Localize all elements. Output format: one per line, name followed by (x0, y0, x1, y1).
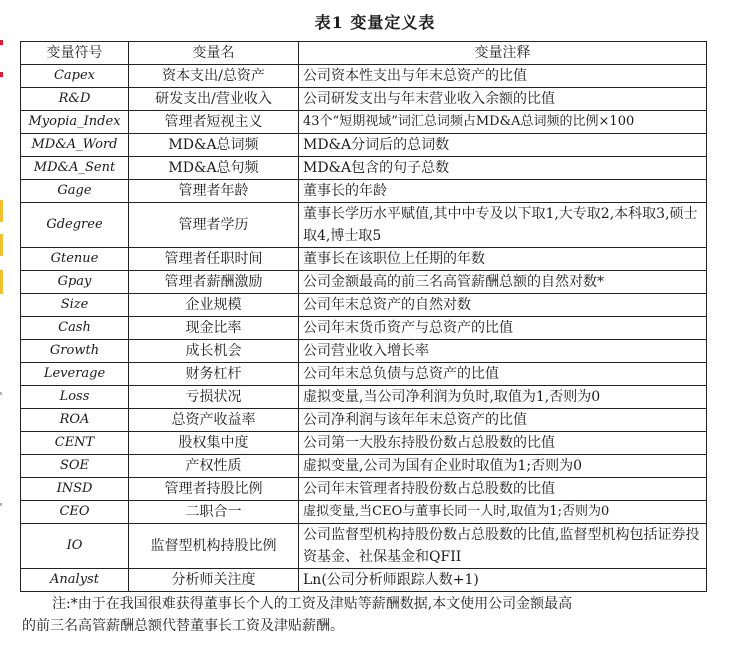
variable-symbol: Size (21, 294, 129, 317)
margin-highlight (0, 200, 3, 222)
table-row (21, 65, 707, 88)
table-row (21, 569, 707, 592)
table-row (21, 409, 707, 432)
table-row (21, 340, 707, 363)
variable-symbol: MD&A_Sent (21, 157, 129, 180)
table-footnote (22, 593, 712, 637)
variable-note: 公司年末管理者持股份数占总股数的比值 (299, 478, 707, 501)
table-row (21, 157, 707, 180)
variable-symbol: Myopia_Index (21, 111, 129, 134)
variable-symbol: INSD (21, 478, 129, 501)
variable-note: 公司第一大股东持股份数占总股数的比值 (299, 432, 707, 455)
variable-symbol: Loss (21, 386, 129, 409)
variable-note: 公司监督型机构持股份数占总股数的比值,监督型机构包括证券投资基金、社保基金和QFII (299, 524, 707, 569)
table-row (21, 134, 707, 157)
variable-symbol: SOE (21, 455, 129, 478)
variable-note: 43个“短期视域”词汇总词频占MD&A总词频的比例×100 (299, 111, 707, 134)
margin-mark (0, 392, 2, 395)
table-row (21, 248, 707, 271)
variable-symbol: Leverage (21, 363, 129, 386)
table-row (21, 203, 707, 248)
table-row (21, 478, 707, 501)
variable-name: 总资产收益率 (129, 409, 299, 432)
variable-name: 现金比率 (129, 317, 299, 340)
variable-note: 公司年末总资产的自然对数 (299, 294, 707, 317)
table-row (21, 317, 707, 340)
variable-note: 公司资本性支出与年末总资产的比值 (299, 65, 707, 88)
variable-note: 公司年末货币资产与总资产的比值 (299, 317, 707, 340)
table-row (21, 524, 707, 569)
table-header-row (21, 42, 707, 65)
variable-note: 虚拟变量,当公司净利润为负时,取值为1,否则为0 (299, 386, 707, 409)
table-row (21, 386, 707, 409)
variable-note: 公司年末总负债与总资产的比值 (299, 363, 707, 386)
footnote-line: 注:*由于在我国很难获得董事长个人的工资及津贴等薪酬数据,本文使用公司金额最高 (52, 596, 573, 612)
table-row (21, 432, 707, 455)
variable-name: 资本支出/总资产 (129, 65, 299, 88)
header-note: 变量注释 (299, 42, 707, 65)
variable-name: 管理者薪酬激励 (129, 271, 299, 294)
table-row (21, 363, 707, 386)
variable-symbol: Gdegree (21, 203, 129, 248)
variable-note: MD&A分词后的总词数 (299, 134, 707, 157)
table-row (21, 455, 707, 478)
table-row (21, 111, 707, 134)
variable-name: 分析师关注度 (129, 569, 299, 592)
variable-symbol: IO (21, 524, 129, 569)
variable-note: 虚拟变量,公司为国有企业时取值为1;否则为0 (299, 455, 707, 478)
margin-highlight (0, 234, 3, 256)
variable-note: 公司金额最高的前三名高管薪酬总额的自然对数* (299, 271, 707, 294)
table-title: 表1 变量定义表 (314, 13, 436, 32)
variable-name: MD&A总句频 (129, 157, 299, 180)
variable-symbol: Gtenue (21, 248, 129, 271)
variable-symbol: ROA (21, 409, 129, 432)
variable-symbol: CENT (21, 432, 129, 455)
table-row (21, 271, 707, 294)
margin-mark (0, 72, 3, 77)
variable-symbol: Capex (21, 65, 129, 88)
variable-note: 虚拟变量,当CEO与董事长同一人时,取值为1;否则为0 (299, 501, 707, 524)
variable-note: Ln(公司分析师跟踪人数+1) (299, 569, 707, 592)
variable-symbol: Gage (21, 180, 129, 203)
variable-name: 股权集中度 (129, 432, 299, 455)
variable-name: MD&A总词频 (129, 134, 299, 157)
variable-name: 管理者持股比例 (129, 478, 299, 501)
variable-note: 董事长学历水平赋值,其中中专及以下取1,大专取2,本科取3,硕士取4,博士取5 (299, 203, 707, 248)
variable-name: 管理者短视主义 (129, 111, 299, 134)
variable-note: MD&A包含的句子总数 (299, 157, 707, 180)
table-row (21, 88, 707, 111)
variable-note: 董事长的年龄 (299, 180, 707, 203)
variable-name: 财务杠杆 (129, 363, 299, 386)
variable-definition-table (20, 41, 707, 592)
table-row (21, 180, 707, 203)
variable-symbol: CEO (21, 501, 129, 524)
table-row (21, 501, 707, 524)
margin-highlight (0, 270, 3, 294)
variable-symbol: Analyst (21, 569, 129, 592)
variable-symbol: Growth (21, 340, 129, 363)
variable-name: 企业规模 (129, 294, 299, 317)
variable-name: 管理者任职时间 (129, 248, 299, 271)
variable-name: 监督型机构持股比例 (129, 524, 299, 569)
header-name: 变量名 (129, 42, 299, 65)
table-row (21, 294, 707, 317)
variable-name: 成长机会 (129, 340, 299, 363)
variable-symbol: Cash (21, 317, 129, 340)
variable-name: 管理者学历 (129, 203, 299, 248)
variable-note: 公司营业收入增长率 (299, 340, 707, 363)
variable-name: 亏损状况 (129, 386, 299, 409)
variable-symbol: R&D (21, 88, 129, 111)
variable-symbol: Gpay (21, 271, 129, 294)
variable-name: 管理者年龄 (129, 180, 299, 203)
margin-mark (0, 503, 2, 506)
variable-name: 二职合一 (129, 501, 299, 524)
header-symbol: 变量符号 (21, 42, 129, 65)
variable-name: 研发支出/营业收入 (129, 88, 299, 111)
variable-note: 董事长在该职位上任期的年数 (299, 248, 707, 271)
variable-symbol: MD&A_Word (21, 134, 129, 157)
variable-note: 公司研发支出与年末营业收入余额的比值 (299, 88, 707, 111)
variable-note: 公司净利润与该年年末总资产的比值 (299, 409, 707, 432)
variable-name: 产权性质 (129, 455, 299, 478)
footnote-line: 的前三名高管薪酬总额代替董事长工资及津贴薪酬。 (22, 618, 344, 634)
margin-mark (0, 40, 3, 45)
